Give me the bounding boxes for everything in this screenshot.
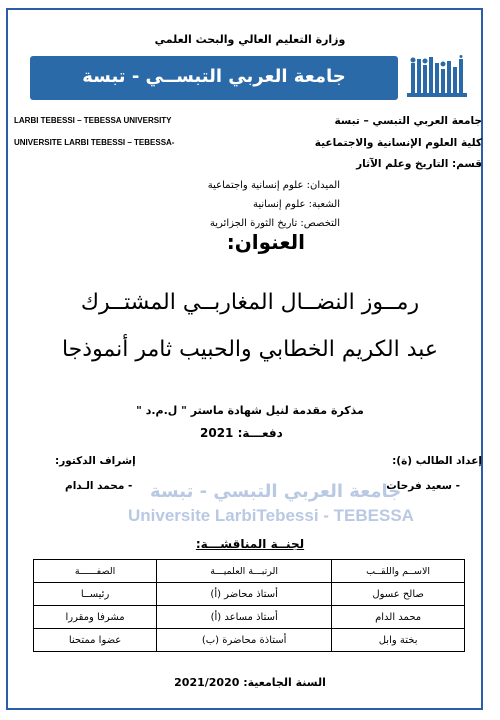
member-role: عضوا ممتحنا xyxy=(34,629,157,652)
table-row xyxy=(34,606,465,629)
committee-title: لجنــة المناقشـــة: xyxy=(195,537,305,551)
department-name: قسم: التاريخ وعلم الآثار xyxy=(356,158,482,170)
university-name-english: LARBI TEBESSI – TEBESSA UNIVERSITY xyxy=(14,116,172,125)
university-name-french: UNIVERSITE LARBI TEBESSI – TEBESSA- xyxy=(14,138,175,147)
academic-year: السنة الجامعية: 2021/2020 xyxy=(174,676,326,689)
member-rank: أستاذ مساعد (أ) xyxy=(157,606,332,629)
column-header-rank: الرتبـــة العلميـــة xyxy=(157,560,332,583)
faculty-name: كلية العلوم الإنسانية والاجتماعية xyxy=(314,137,482,149)
student-name: - سعيد فرحات xyxy=(386,480,460,492)
university-name-arabic: جامعة العربي التبسي – تبسة xyxy=(334,115,482,127)
supervisor-label: إشراف الدكتور: xyxy=(55,455,136,467)
column-header-name: الاســم واللقــب xyxy=(332,560,465,583)
committee-table xyxy=(33,559,465,652)
student-label: إعداد الطالب (ة): xyxy=(392,455,482,467)
member-rank: أستاذ محاضر (أ) xyxy=(157,583,332,606)
member-rank: أستاذة محاضرة (ب) xyxy=(157,629,332,652)
supervisor-name: - محمد الـدام xyxy=(65,480,133,492)
ministry-heading: وزارة التعليم العالي والبحث العلمي xyxy=(154,33,346,46)
column-header-role: الصفــــــة xyxy=(34,560,157,583)
table-row xyxy=(34,629,465,652)
member-name: بختة وابل xyxy=(332,629,465,652)
batch-year: دفعـــة: 2021 xyxy=(200,426,283,440)
university-logo-icon xyxy=(403,55,475,101)
memo-description: مذكرة مقدمة لنيل شهادة ماستر " ل.م.د " xyxy=(136,404,364,417)
member-name: محمد الدام xyxy=(332,606,465,629)
watermark-latin: Universite LarbiTebessi - TEBESSA xyxy=(128,506,414,525)
table-row xyxy=(34,583,465,606)
field-line: الميدان: علوم إنسانية واجتماعية xyxy=(207,180,340,191)
specialty-line: التخصص: تاريخ الثورة الجزائرية xyxy=(209,218,340,229)
thesis-title-line2: عبد الكريم الخطابي والحبيب ثامر أنموذجا xyxy=(61,337,439,362)
banner-text: جامعة العربي التبســي - تبسة xyxy=(82,66,346,87)
branch-line: الشعبة: علوم إنسانية xyxy=(252,199,340,210)
title-label: العنوان: xyxy=(226,230,305,254)
thesis-title-line1: رمــوز النضــال المغاربــي المشتــرك xyxy=(80,290,420,315)
watermark-arabic: جامعة العربي التبسي - تبسة xyxy=(150,481,402,502)
member-role: مشرفا ومقررا xyxy=(34,606,157,629)
member-role: رئيســا xyxy=(34,583,157,606)
table-header-row xyxy=(34,560,465,583)
member-name: صالح عسول xyxy=(332,583,465,606)
